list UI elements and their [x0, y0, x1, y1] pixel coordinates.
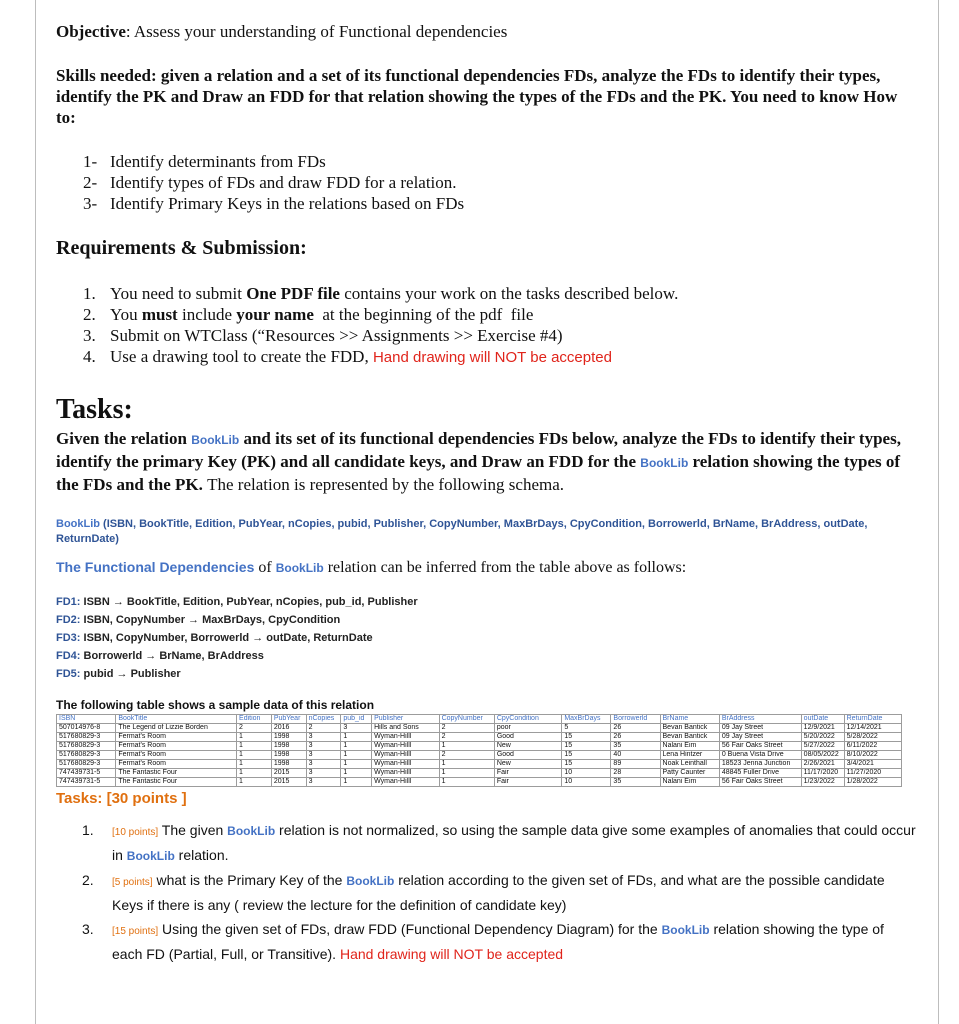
- table-cell: 3: [306, 742, 341, 751]
- table-cell: Wyman-Hilll: [372, 742, 440, 751]
- table-cell: 2015: [271, 769, 306, 778]
- table-cell: 35: [611, 742, 660, 751]
- sample-data-table: [56, 714, 902, 787]
- table-header-cell: ISBN: [57, 715, 116, 724]
- table-row: [57, 724, 902, 733]
- table-cell: Patty Caunter: [660, 769, 719, 778]
- requirements-list: [83, 283, 916, 368]
- table-row: [57, 769, 902, 778]
- table-cell: 1: [237, 760, 272, 769]
- table-row: [57, 742, 902, 751]
- fd-item: FD4: Borrowerld → BrName, BrAddress: [56, 650, 264, 662]
- fd-item: FD2: ISBN, CopyNumber → MaxBrDays, CpyCondition: [56, 614, 341, 626]
- table-header-cell: outDate: [801, 715, 844, 724]
- table-cell: 517680829-3: [57, 760, 116, 769]
- table-cell: 517680829-3: [57, 742, 116, 751]
- table-cell: 26: [611, 724, 660, 733]
- table-cell: 1: [237, 778, 272, 787]
- table-cell: New: [494, 760, 562, 769]
- table-cell: 747439731-5: [57, 769, 116, 778]
- table-cell: 08/05/2022: [801, 751, 844, 760]
- table-cell: 3: [306, 760, 341, 769]
- table-cell: Bevan Bantick: [660, 733, 719, 742]
- table-cell: 5: [562, 724, 611, 733]
- table-header-cell: MaxBrDays: [562, 715, 611, 724]
- table-cell: 2: [237, 724, 272, 733]
- table-header-cell: Borrowerld: [611, 715, 660, 724]
- table-cell: 2: [439, 751, 494, 760]
- table-cell: 3: [306, 751, 341, 760]
- table-cell: 09 Jay Street: [719, 724, 801, 733]
- table-cell: 5/27/2022: [801, 742, 844, 751]
- table-cell: 2: [306, 724, 341, 733]
- table-cell: Fair: [494, 769, 562, 778]
- table-row: [57, 778, 902, 787]
- table-cell: 1: [439, 778, 494, 787]
- tasks-heading: Tasks:: [56, 394, 133, 425]
- sample-heading: The following table shows a sample data of this relation: [56, 698, 375, 712]
- table-cell: 56 Fair Oaks Street: [719, 742, 801, 751]
- table-header-cell: CopyNumber: [439, 715, 494, 724]
- table-cell: 1: [341, 760, 372, 769]
- table-cell: 09 Jay Street: [719, 733, 801, 742]
- table-cell: 2: [439, 724, 494, 733]
- table-cell: 1: [341, 742, 372, 751]
- table-cell: 56 Fair Oaks Street: [719, 778, 801, 787]
- table-cell: 5/20/2022: [801, 733, 844, 742]
- table-cell: New: [494, 742, 562, 751]
- table-cell: 6/11/2022: [844, 742, 901, 751]
- table-cell: Wyman-Hilll: [372, 751, 440, 760]
- table-cell: 11/17/2020: [801, 769, 844, 778]
- table-cell: Wyman-Hilll: [372, 733, 440, 742]
- table-cell: 12/9/2021: [801, 724, 844, 733]
- table-cell: 1: [237, 751, 272, 760]
- requirements-heading: Requirements & Submission:: [56, 237, 307, 259]
- tasks-points-heading: Tasks: [30 points ]: [56, 790, 187, 807]
- table-cell: 10: [562, 778, 611, 787]
- document-content: [56, 22, 916, 967]
- table-cell: 1: [237, 742, 272, 751]
- table-cell: 2: [439, 733, 494, 742]
- table-cell: 517680829-3: [57, 733, 116, 742]
- skills-paragraph: Skills needed: given a relation and a set of its functional dependencies FDs, analyze the FDs to identify their types, identify the PK and Draw an FDD for that relation showing the types of the FDs and the PK. You need to know How to:: [56, 66, 898, 127]
- table-cell: 3/4/2021: [844, 760, 901, 769]
- table-cell: Nalani Eim: [660, 742, 719, 751]
- table-cell: 28: [611, 769, 660, 778]
- table-cell: 15: [562, 733, 611, 742]
- table-header-cell: BookTitle: [116, 715, 237, 724]
- table-cell: 1: [439, 742, 494, 751]
- table-cell: 40: [611, 751, 660, 760]
- table-cell: 1: [341, 733, 372, 742]
- table-header-cell: Edition: [237, 715, 272, 724]
- table-cell: 15: [562, 742, 611, 751]
- relation-schema: BookLib (ISBN, BookTitle, Edition, PubYear, nCopies, pubid, Publisher, CopyNumber, MaxBrDays, CpyCondition, Borrowerld, BrName, BrAddress, outDate, ReturnDate): [56, 518, 868, 545]
- table-cell: 1: [439, 760, 494, 769]
- table-cell: The Fantastic Four: [116, 778, 237, 787]
- table-row: [57, 733, 902, 742]
- list-item: 2- Identify types of FDs and draw FDD for a relation.: [83, 173, 457, 192]
- table-cell: 747439731-5: [57, 778, 116, 787]
- table-cell: 1/23/2022: [801, 778, 844, 787]
- table-cell: 517680829-3: [57, 751, 116, 760]
- table-cell: 3: [306, 733, 341, 742]
- list-item: 1. You need to submit One PDF file contains your work on the tasks described below.: [83, 284, 679, 303]
- table-cell: Lena Hintzer: [660, 751, 719, 760]
- table-cell: 1: [237, 769, 272, 778]
- table-cell: 1998: [271, 760, 306, 769]
- task-list: [82, 819, 916, 965]
- table-cell: 1998: [271, 751, 306, 760]
- table-cell: The Fantastic Four: [116, 769, 237, 778]
- objective: Objective: Assess your understanding of Functional dependencies: [56, 22, 508, 41]
- table-cell: Wyman-Hilll: [372, 778, 440, 787]
- list-item: 4. Use a drawing tool to create the FDD, Hand drawing will NOT be accepted: [83, 347, 612, 366]
- fd-intro: The Functional Dependencies of BookLib relation can be inferred from the table above as follows:: [56, 559, 687, 576]
- table-cell: 15: [562, 760, 611, 769]
- task-item: 1. [10 points] The given BookLib relation is not normalized, so using the sample data give some examples of anomalies that could occur in BookLib relation.: [82, 822, 916, 863]
- table-cell: 11/27/2020: [844, 769, 901, 778]
- table-cell: 12/14/2021: [844, 724, 901, 733]
- table-cell: 2015: [271, 778, 306, 787]
- table-cell: 1/28/2022: [844, 778, 901, 787]
- table-cell: Bevan Bantick: [660, 724, 719, 733]
- table-cell: Fermat's Room: [116, 760, 237, 769]
- given-paragraph: Given the relation BookLib and its set of its functional dependencies FDs below, analyze the FDs to identify their types, identify the primary Key (PK) and all candidate keys, and Draw an FDD for the BookLib relation showing the types of the FDs and the PK. The relation is represented by the following schema.: [56, 429, 901, 494]
- table-cell: Noak Leinthall: [660, 760, 719, 769]
- table-header-cell: nCopies: [306, 715, 341, 724]
- fd-item: FD5: pubid → Publisher: [56, 668, 181, 680]
- table-cell: Wyman-Hilll: [372, 760, 440, 769]
- table-cell: 2016: [271, 724, 306, 733]
- table-header-cell: BrAddress: [719, 715, 801, 724]
- table-cell: 1: [439, 769, 494, 778]
- fd-item: FD3: ISBN, CopyNumber, Borrowerld → outDate, ReturnDate: [56, 632, 373, 644]
- table-cell: 15: [562, 751, 611, 760]
- table-header-row: [57, 715, 902, 724]
- table-cell: 35: [611, 778, 660, 787]
- table-cell: Good: [494, 751, 562, 760]
- task-item: 3. [15 points] Using the given set of FDs, draw FDD (Functional Dependency Diagram) for the BookLib relation showing the type of each FD (Partial, Full, or Transitive). Hand drawing will NOT be accepted: [82, 921, 884, 962]
- table-header-cell: Publisher: [372, 715, 440, 724]
- list-item: 3. Submit on WTClass (“Resources >> Assignments >> Exercise #4): [83, 326, 563, 345]
- table-body: [57, 724, 902, 787]
- table-cell: Fermat's Room: [116, 742, 237, 751]
- list-item: 2. You must include your name at the beginning of the pdf file: [83, 305, 534, 324]
- table-cell: 18523 Jenna Junction: [719, 760, 801, 769]
- table-cell: 2/26/2021: [801, 760, 844, 769]
- table-cell: 3: [306, 769, 341, 778]
- fd-list: [56, 593, 916, 683]
- table-header-cell: pub_id: [341, 715, 372, 724]
- table-header-cell: ReturnDate: [844, 715, 901, 724]
- table-cell: 8/10/2022: [844, 751, 901, 760]
- table-cell: Hills and Sons: [372, 724, 440, 733]
- table-cell: 507014976-8: [57, 724, 116, 733]
- table-cell: 26: [611, 733, 660, 742]
- fd-item: FD1: ISBN → BookTitle, Edition, PubYear, nCopies, pub_id, Publisher: [56, 596, 418, 608]
- table-cell: 1: [341, 769, 372, 778]
- table-cell: Fair: [494, 778, 562, 787]
- table-cell: 1998: [271, 733, 306, 742]
- table-cell: Nalani Eim: [660, 778, 719, 787]
- list-item: 1- Identify determinants from FDs: [83, 152, 326, 171]
- table-header-cell: PubYear: [271, 715, 306, 724]
- table-cell: Fermat's Room: [116, 733, 237, 742]
- table-cell: 1: [341, 751, 372, 760]
- table-cell: 1: [237, 733, 272, 742]
- table-cell: 0 Buena Vista Drive: [719, 751, 801, 760]
- list-item: 3- Identify Primary Keys in the relations based on FDs: [83, 194, 465, 213]
- table-cell: Good: [494, 733, 562, 742]
- table-row: [57, 751, 902, 760]
- table-cell: 89: [611, 760, 660, 769]
- table-cell: 3: [341, 724, 372, 733]
- task-item: 2. [5 points] what is the Primary Key of the BookLib relation according to the given set of FDs, and what are the possible candidate Keys if there is any ( review the lecture for the definition of candidate key): [82, 872, 885, 913]
- table-cell: 3: [306, 778, 341, 787]
- table-cell: 1: [341, 778, 372, 787]
- table-cell: Wyman-Hilll: [372, 769, 440, 778]
- table-cell: 5/28/2022: [844, 733, 901, 742]
- table-cell: 1998: [271, 742, 306, 751]
- table-header-cell: CpyCondition: [494, 715, 562, 724]
- table-row: [57, 760, 902, 769]
- howto-list: [83, 151, 916, 214]
- table-header-cell: BrName: [660, 715, 719, 724]
- table-cell: The Legend of Lizzie Borden: [116, 724, 237, 733]
- table-cell: 10: [562, 769, 611, 778]
- table-cell: 48845 Fuller Drive: [719, 769, 801, 778]
- table-cell: poor: [494, 724, 562, 733]
- table-cell: Fermat's Room: [116, 751, 237, 760]
